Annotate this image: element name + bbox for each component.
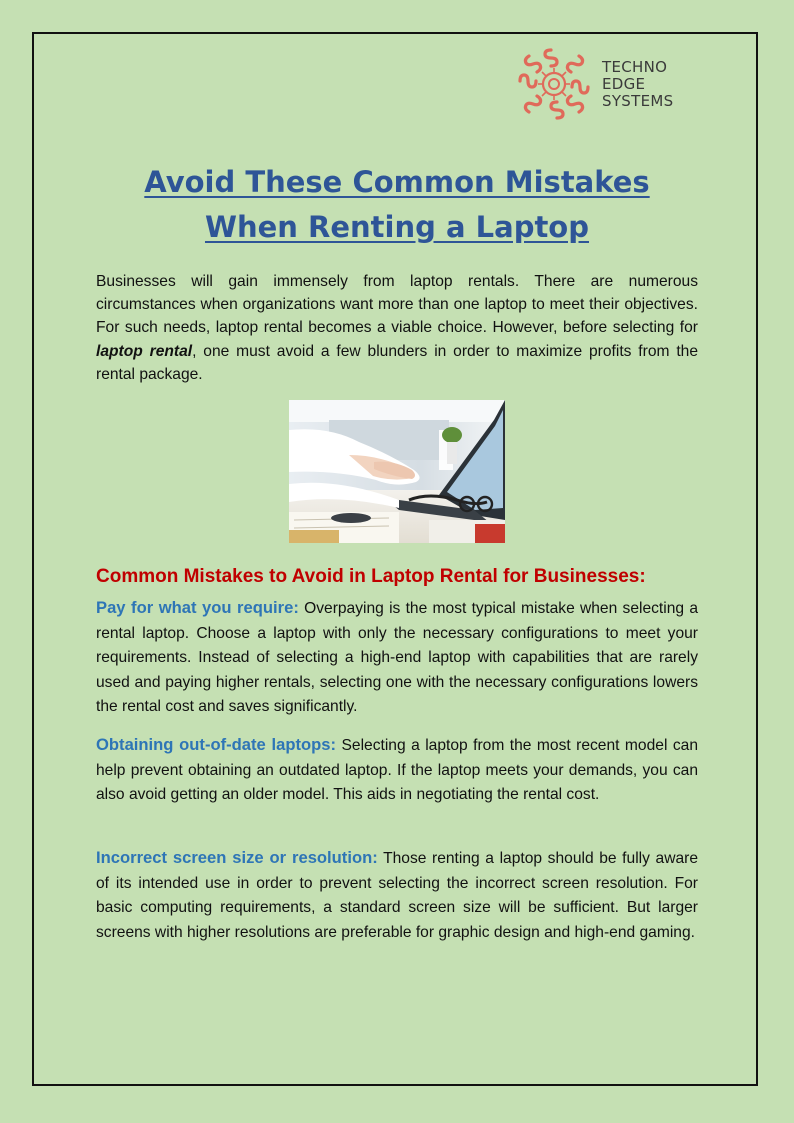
intro-emphasis: laptop rental <box>96 342 193 360</box>
mistake-lead-1: Pay for what you require: <box>96 598 299 617</box>
company-logo <box>518 48 698 120</box>
page-title: Avoid These Common Mistakes When Renting a Laptop <box>144 165 650 244</box>
section-heading: Common Mistakes to Avoid in Laptop Rental for Businesses: <box>96 566 646 587</box>
mistake-item-2 <box>96 733 698 808</box>
mistake-item-3 <box>96 846 698 945</box>
intro-text-end: , one must avoid a few blunders in order to maximize profits from the rental package. <box>96 342 699 383</box>
intro-text-start: Businesses will gain immensely from laptop rentals. There are numerous circumstances when organizations want more than one laptop to meet their objectives. For such needs, laptop rental becomes a viable choice. However, before selecting for <box>96 273 698 337</box>
mistake-text-2: Selecting a laptop from the most recent model can help prevent obtaining an outdated laptop. If the laptop meets your demands, you can also avoid getting an older model. This aids in negotiating the rental cost. <box>96 737 698 804</box>
logo-line-1: TECHNO <box>602 57 668 76</box>
mistake-text-1: Overpaying is the most typical mistake when selecting a rental laptop. Choose a laptop with only the necessary configurations to meet your requirements. Instead of selecting a high-end laptop with capabilities that are rarely used and paying higher rentals, selecting one with the necessary configurations lowers the rental cost and saves significantly. <box>96 600 698 716</box>
intro-paragraph <box>96 270 698 386</box>
laptop-photo <box>289 400 505 543</box>
logo-line-3: SYSTEMS <box>602 91 674 110</box>
logo-wordmark <box>602 59 673 110</box>
gear-s-pattern-icon <box>518 48 590 120</box>
mistake-text-3: Those renting a laptop should be fully aware of its intended use in order to prevent selecting the incorrect screen resolution. For basic computing requirements, a standard screen size will be sufficient. But larger screens with higher resolutions are preferable for graphic design and high-end gaming. <box>96 850 698 941</box>
mistake-lead-2: Obtaining out-of-date laptops: <box>96 735 337 754</box>
mistake-item-1 <box>96 596 698 720</box>
mistake-lead-3: Incorrect screen size or resolution: <box>96 848 378 867</box>
logo-line-2: EDGE <box>602 74 646 93</box>
